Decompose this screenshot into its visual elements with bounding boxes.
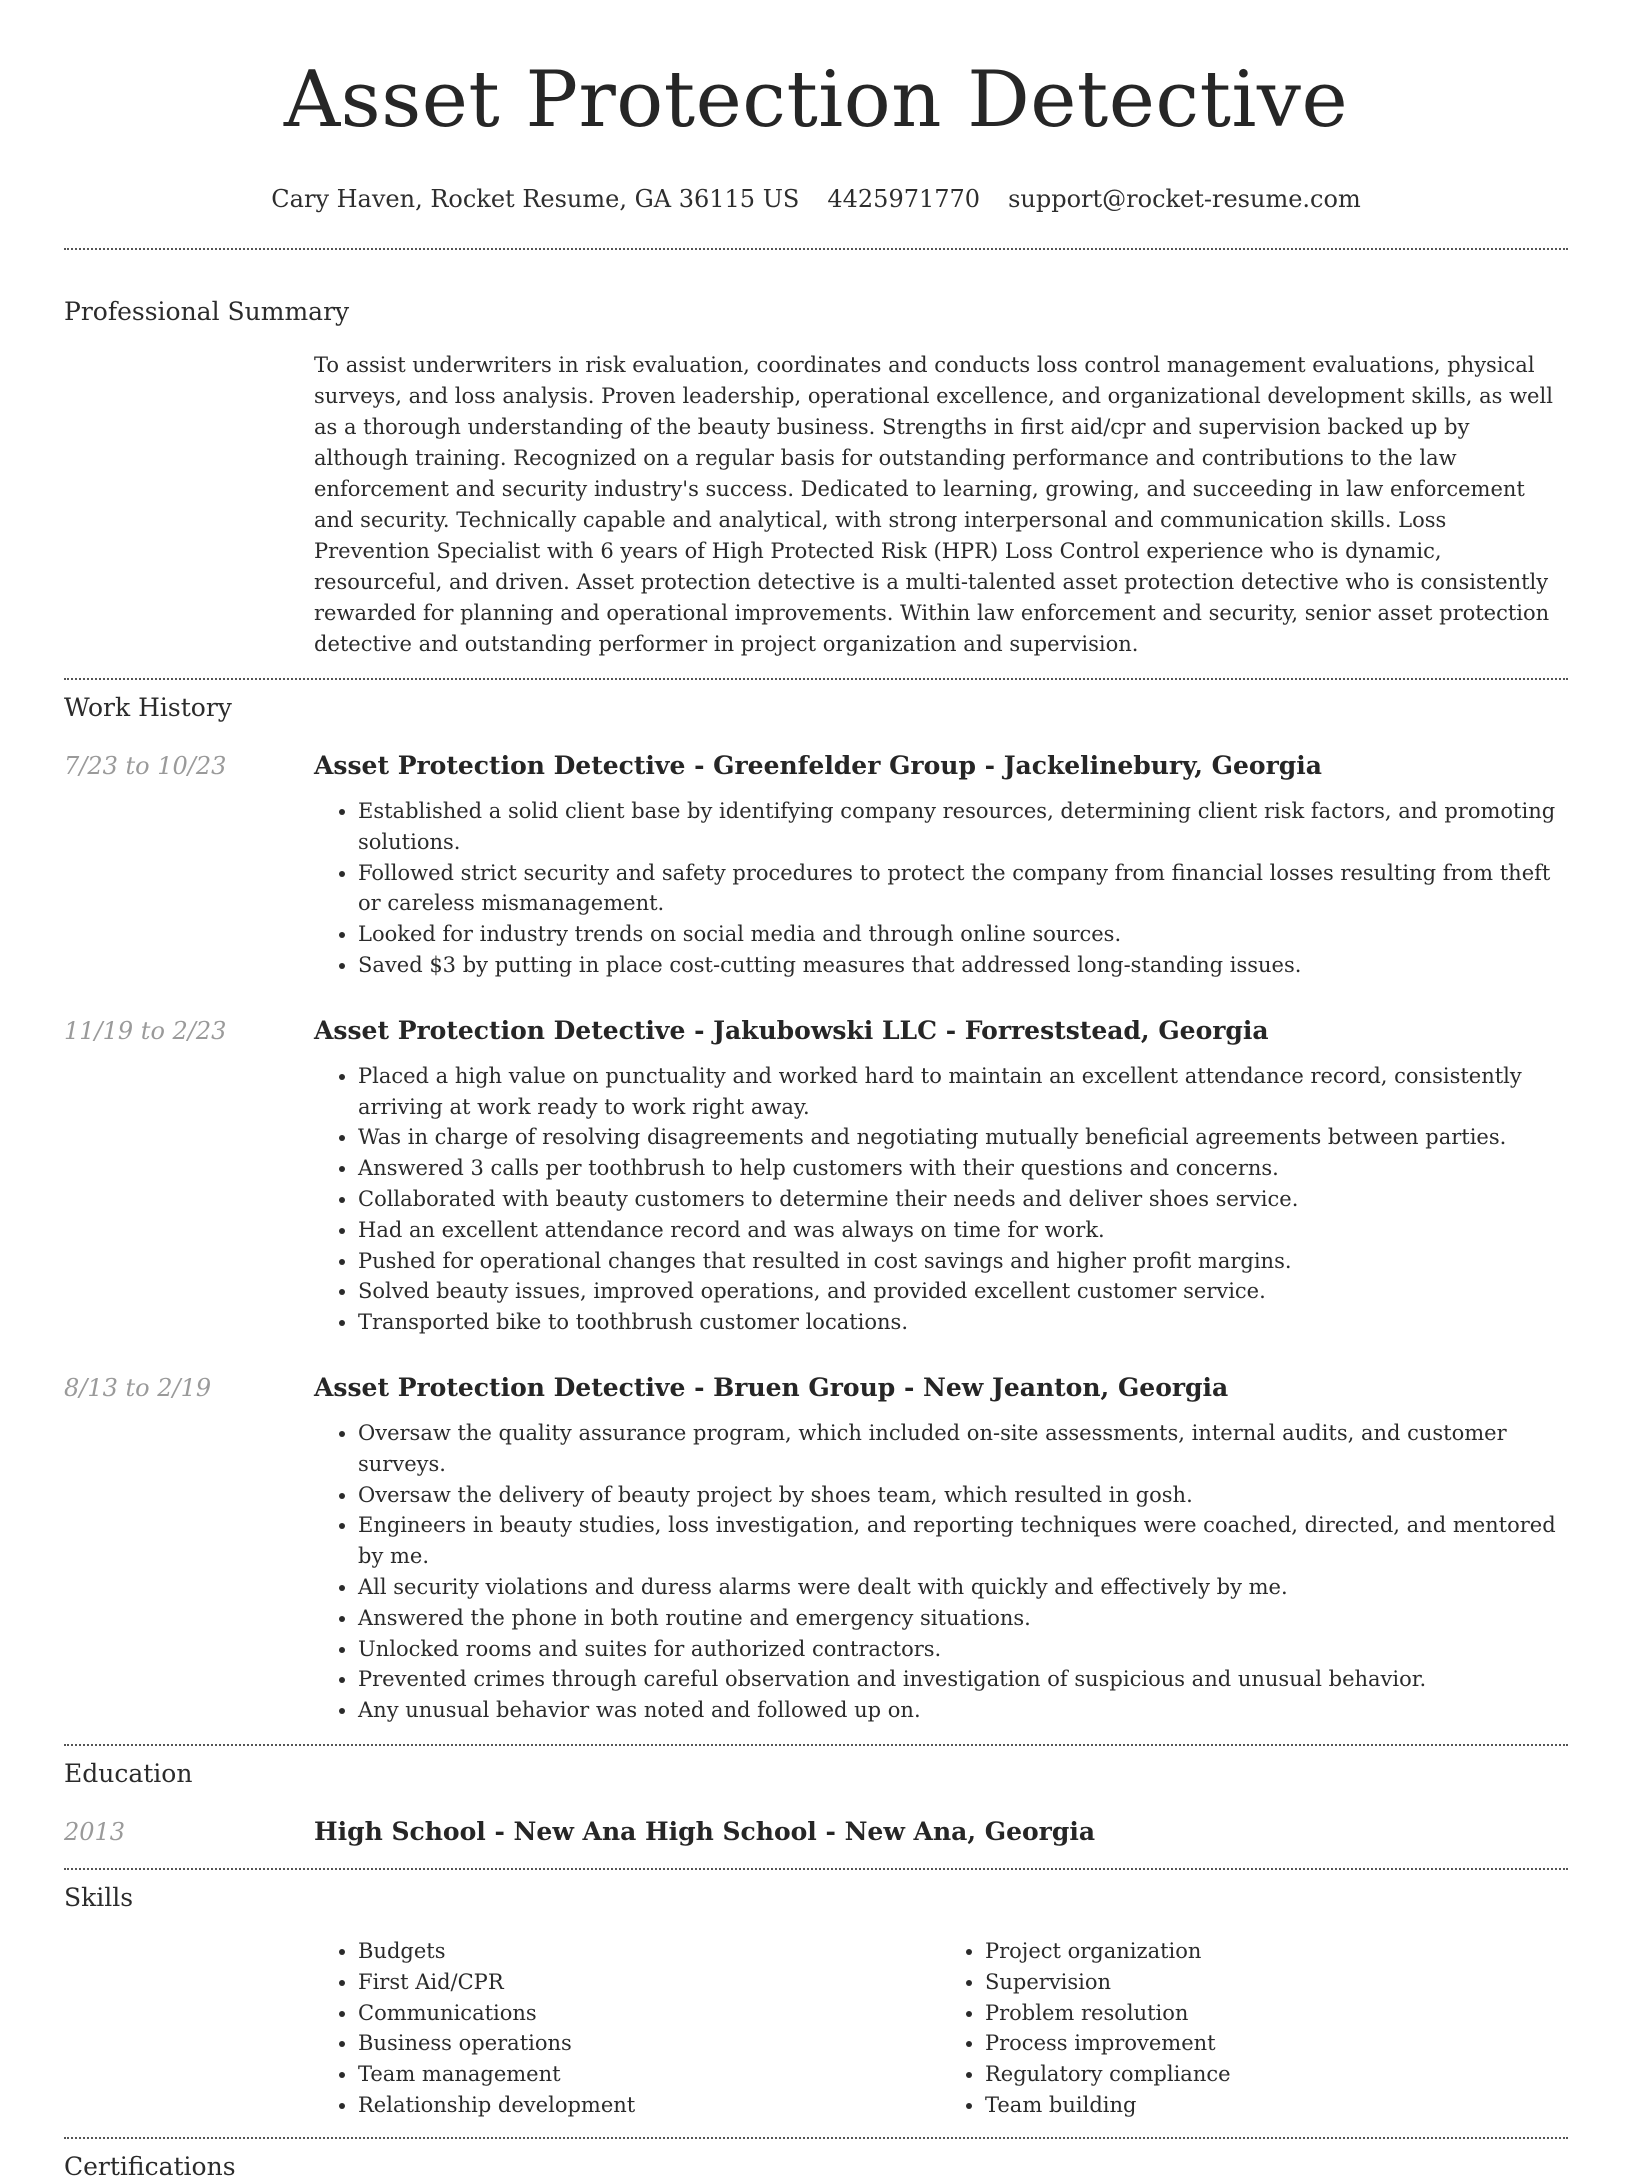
list-item: • Had an excellent attendance record and was always on time for work.: [358, 1215, 1568, 1246]
work-section: [64, 680, 1568, 1726]
list-item: • All security violations and duress alarms were dealt with quickly and effectively by me.: [358, 1572, 1568, 1603]
job-dates: 8/13 to 2/19: [64, 1373, 212, 1402]
list-item: • Placed a high value on punctuality and worked hard to maintain an excellent attendance record, consistently arriving at work ready to work right away.: [358, 1061, 1568, 1123]
list-item: • Answered 3 calls per toothbrush to help customers with their questions and concerns.: [358, 1153, 1568, 1184]
list-item: • Solved beauty issues, improved operations, and provided excellent customer service.: [358, 1276, 1568, 1307]
contact-email[interactable]: support@rocket-resume.com: [1008, 185, 1361, 213]
summary-title: Professional Summary: [64, 297, 350, 326]
candidate-name: Asset Protection Detective: [283, 55, 1349, 145]
list-item: • Established a solid client base by identifying company resources, determining client risk factors, and promoting solutions.: [358, 796, 1568, 858]
list-item: • Oversaw the delivery of beauty project by shoes team, which resulted in gosh.: [358, 1480, 1568, 1511]
list-item: • Regulatory compliance: [985, 2059, 1568, 2090]
contact-address: Cary Haven, Rocket Resume, GA 36115 US: [271, 185, 800, 213]
list-item: • Relationship development: [358, 2090, 941, 2121]
list-item: • Communications: [358, 1998, 941, 2029]
list-item: • Collaborated with beauty customers to determine their needs and deliver shoes service.: [358, 1184, 1568, 1215]
skills-list-left: [314, 1936, 941, 2121]
education-heading: High School - New Ana High School - New Ana, Georgia: [314, 1816, 1096, 1846]
job-bullets: [314, 1061, 1568, 1338]
list-item: • Team management: [358, 2059, 941, 2090]
skills-section: [64, 1870, 1568, 2121]
list-item: • Business operations: [358, 2028, 941, 2059]
list-item: • Team building: [985, 2090, 1568, 2121]
list-item: • Process improvement: [985, 2028, 1568, 2059]
education-section: [64, 1746, 1568, 1848]
job-heading: Asset Protection Detective - Jakubowski LLC - Forreststead, Georgia: [314, 1015, 1269, 1045]
list-item: • Answered the phone in both routine and emergency situations.: [358, 1603, 1568, 1634]
list-item: • Oversaw the quality assurance program, which included on-site assessments, internal audits, and customer surveys.: [358, 1418, 1568, 1480]
job-entry: [64, 1372, 1568, 1726]
list-item: • Transported bike to toothbrush customer locations.: [358, 1307, 1568, 1338]
job-entry: [64, 750, 1568, 981]
list-item: • Prevented crimes through careful observation and investigation of suspicious and unusual behavior.: [358, 1664, 1568, 1695]
list-item: • Looked for industry trends on social media and through online sources.: [358, 919, 1568, 950]
job-bullets: [314, 796, 1568, 981]
job-heading: Asset Protection Detective - Greenfelder Group - Jackelinebury, Georgia: [314, 751, 1322, 780]
job-bullets: [314, 1418, 1568, 1726]
list-item: • Budgets: [358, 1936, 941, 1967]
certifications-title: Certifications: [64, 2151, 236, 2181]
list-item: • Followed strict security and safety procedures to protect the company from financial losses resulting from theft or careless mismanagement.: [358, 858, 1568, 920]
list-item: • Any unusual behavior was noted and followed up on.: [358, 1695, 1568, 1726]
resume-header: [64, 0, 1568, 214]
job-dates: 7/23 to 10/23: [64, 752, 227, 780]
list-item: • Saved $3 by putting in place cost-cutting measures that addressed long-standing issues.: [358, 950, 1568, 981]
list-item: • Problem resolution: [985, 1998, 1568, 2029]
list-item: • Engineers in beauty studies, loss investigation, and reporting techniques were coached, directed, and mentored by me.: [358, 1510, 1568, 1572]
list-item: • Supervision: [985, 1967, 1568, 1998]
list-item: • Pushed for operational changes that resulted in cost savings and higher profit margins.: [358, 1246, 1568, 1277]
skills-grid: [314, 1936, 1568, 2121]
list-item: • Was in charge of resolving disagreements and negotiating mutually beneficial agreements between parties.: [358, 1122, 1568, 1153]
job-heading: Asset Protection Detective - Bruen Group - New Jeanton, Georgia: [314, 1372, 1229, 1402]
contact-line: [64, 184, 1568, 214]
work-title: Work History: [64, 693, 232, 722]
certifications-section: [64, 2139, 1568, 2183]
list-item: • First Aid/CPR: [358, 1967, 941, 1998]
skills-title: Skills: [64, 1882, 134, 1912]
summary-text: To assist underwriters in risk evaluation, coordinates and conducts loss control management evaluations, physical surveys, and loss analysis. Proven leadership, operational excellence, and organizational development skills, as well as a thorough understanding of the beauty business. Strengths in first aid/cpr and supervision backed up by although training. Recognized on a regular basis for outstanding performance and contributions to the law enforcement and security industry's success. Dedicated to learning, growing, and succeeding in law enforcement and security. Technically capable and analytical, with strong interpersonal and communication skills. Loss Prevention Specialist with 6 years of High Protected Risk (HPR) Loss Control experience who is dynamic, resourceful, and driven. Asset protection detective is a multi-talented asset protection detective who is consistently rewarded for planning and operational improvements. Within law enforcement and security, senior asset protection detective and outstanding performer in project organization and supervision.: [314, 353, 1553, 656]
summary-section: [64, 250, 1568, 660]
list-item: • Unlocked rooms and suites for authorized contractors.: [358, 1634, 1568, 1665]
job-dates: 11/19 to 2/23: [64, 1016, 227, 1045]
contact-phone: 4425971770: [827, 185, 981, 213]
job-entry: [64, 1015, 1568, 1338]
skills-list-right: [941, 1936, 1568, 2121]
education-title: Education: [64, 1758, 193, 1788]
list-item: • Project organization: [985, 1936, 1568, 1967]
education-year: 2013: [64, 1817, 126, 1846]
